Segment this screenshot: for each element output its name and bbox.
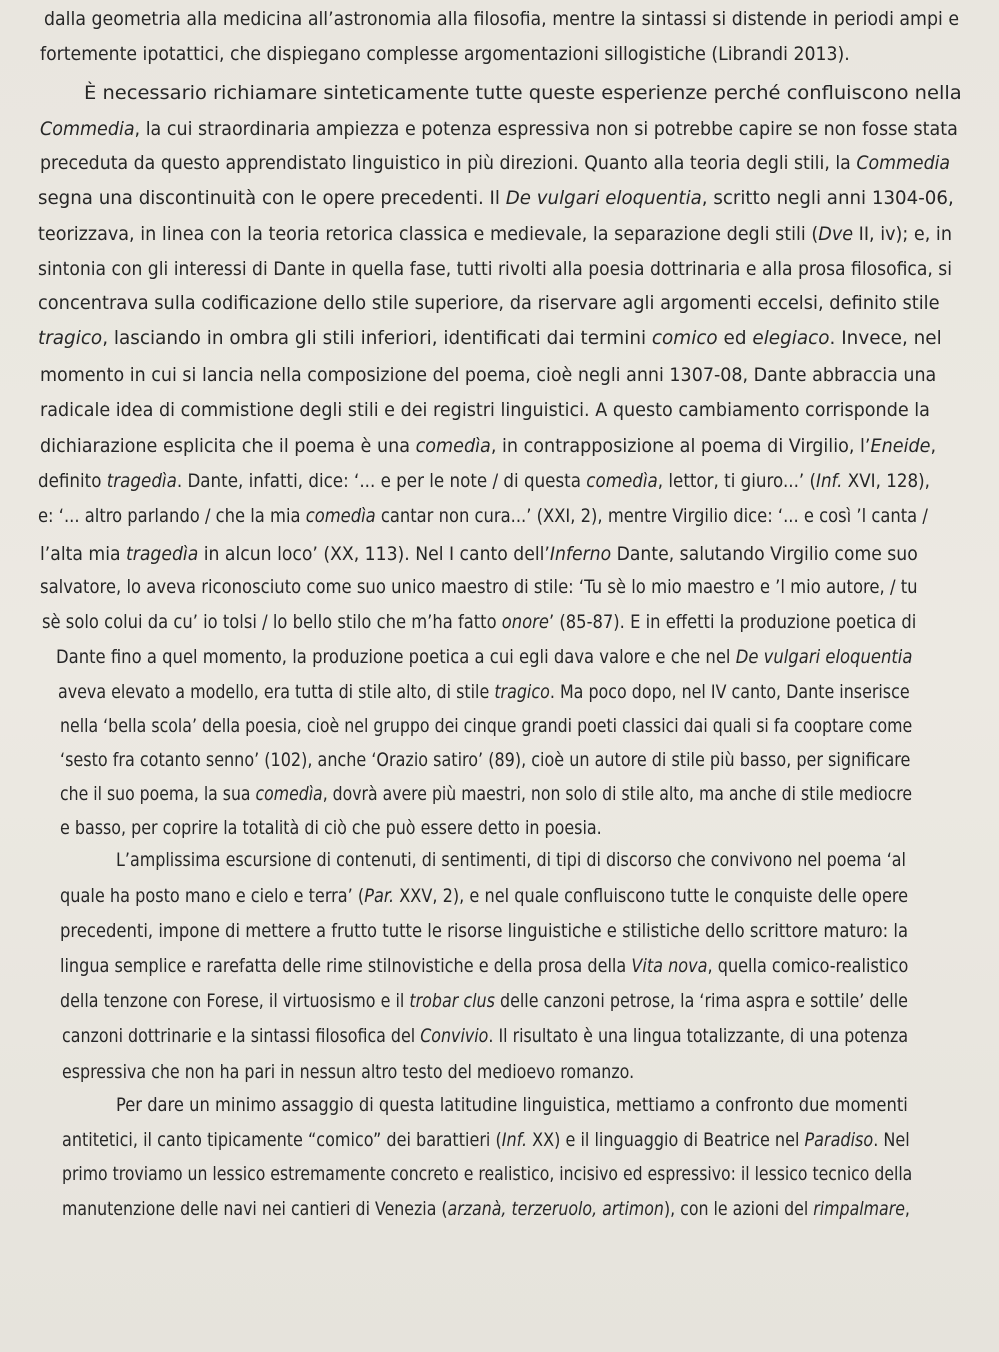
text-segment: in alcun loco’ (XX, 113). Nel I canto dell’ <box>198 543 550 565</box>
text-line <box>62 1129 910 1151</box>
text-segment: dichiarazione esplicita che il poema è una <box>40 435 416 457</box>
text-line <box>60 749 910 771</box>
text-segment: preceduta da questo apprendistato linguistico in più direzioni. Quanto alla teoria degli stili, la <box>40 152 857 174</box>
text-segment: primo troviamo un lessico estremamente concreto e realistico, incisivo ed espressivo: il lessico tecnico della <box>62 1163 913 1185</box>
text-segment: cantar non cura...’ (XXI, 2), mentre Virgilio dice: ‘... e così ’l canta / <box>375 505 928 527</box>
italic-text: De vulgari eloquentia <box>735 646 913 668</box>
text-segment: , <box>930 435 937 457</box>
text-segment: , quella comico-realistico <box>707 955 909 977</box>
text-segment: Dante, salutando Virgilio come suo <box>611 543 918 565</box>
text-segment: canzoni dottrinarie e la sintassi filosofica del <box>62 1025 421 1047</box>
text-segment: ), con le azioni del <box>663 1198 814 1220</box>
text-line <box>38 223 952 245</box>
italic-text: Inf. <box>816 470 843 492</box>
text-line <box>38 470 930 492</box>
text-line <box>60 715 912 737</box>
text-segment: , la cui straordinaria ampiezza e potenza espressiva non si potrebbe capire se non fosse stata <box>134 118 958 140</box>
italic-text: Inf. <box>501 1129 528 1151</box>
text-segment: . Il risultato è una lingua totalizzante, di una potenza <box>488 1025 909 1047</box>
text-segment: L’amplissima escursione di contenuti, di sentimenti, di tipi di discorso che convivono nel poema ‘al <box>116 849 906 871</box>
text-segment: quale ha posto mano e cielo e terra’ ( <box>60 885 365 907</box>
text-segment: radicale idea di commistione degli stili e dei registri linguistici. A questo cambiamento corrisponde la <box>40 399 930 421</box>
text-line <box>38 187 954 209</box>
italic-text: comedìa <box>305 505 376 527</box>
italic-text: Vita nova <box>631 955 708 977</box>
italic-text: trobar clus <box>409 990 495 1012</box>
text-line <box>84 82 962 104</box>
text-segment: ‘sesto fra cotanto senno’ (102), anche ‘Orazio satiro’ (89), cioè un autore di stile più basso, per significare <box>60 749 911 771</box>
text-segment: ’ (85-87). E in effetti la produzione poetica di <box>548 611 917 633</box>
text-line <box>60 990 908 1012</box>
italic-text: comedìa <box>586 470 658 492</box>
text-line <box>40 576 918 598</box>
text-segment: sintonia con gli interessi di Dante in quella fase, tutti rivolti alla poesia dottrinaria e alla prosa filosofica, si <box>38 258 953 280</box>
text-line <box>60 783 912 805</box>
text-segment: XVI, 128), <box>842 470 930 492</box>
text-line <box>62 1163 912 1185</box>
text-line <box>60 817 602 839</box>
text-segment: momento in cui si lancia nella composizione del poema, cioè negli anni 1307-08, Dante abbraccia una <box>40 364 937 386</box>
text-segment: e basso, per coprire la totalità di ciò che può essere detto in poesia. <box>60 817 602 839</box>
text-segment: definito <box>38 470 107 492</box>
text-line <box>40 435 936 457</box>
text-segment: È necessario richiamare sinteticamente tutte queste esperienze perché confluiscono nella <box>84 82 962 104</box>
text-segment: lingua semplice e rarefatta delle rime stilnovistiche e della prosa della <box>60 955 632 977</box>
text-segment: manutenzione delle navi nei cantieri di Venezia ( <box>62 1198 448 1220</box>
text-segment: Dante fino a quel momento, la produzione poetica a cui egli dava valore e che nel <box>56 646 736 668</box>
text-segment: che il suo poema, la sua <box>60 783 256 805</box>
italic-text: tragedìa <box>106 470 177 492</box>
text-segment: precedenti, impone di mettere a frutto tutte le risorse linguistiche e stilistiche dello scrittore maturo: la <box>60 920 908 942</box>
italic-text: comedìa <box>415 435 491 457</box>
text-segment: , lasciando in ombra gli stili inferiori, identificati dai termini <box>102 327 652 349</box>
text-line <box>44 8 959 30</box>
text-segment: aveva elevato a modello, era tutta di stile alto, di stile <box>58 681 495 703</box>
text-segment: fortemente ipotattici, che dispiegano complesse argomentazioni sillogistiche (Librandi 2013). <box>40 43 850 65</box>
text-line <box>60 920 908 942</box>
text-line <box>60 955 908 977</box>
italic-text: comedìa <box>255 783 323 805</box>
italic-text: Paradiso <box>804 1129 874 1151</box>
text-line <box>38 327 942 349</box>
text-segment: dalla geometria alla medicina all’astronomia alla filosofia, mentre la sintassi si distende in periodi ampi e <box>44 8 960 30</box>
text-line <box>40 543 918 565</box>
text-segment: ed <box>717 327 753 349</box>
text-segment: espressiva che non ha pari in nessun altro testo del medioevo romanzo. <box>62 1061 635 1083</box>
text-segment: . Nel <box>873 1129 910 1151</box>
text-line <box>60 885 908 907</box>
text-segment: teorizzava, in linea con la teoria retorica classica e medievale, la separazione degli stili ( <box>38 223 819 245</box>
text-line <box>40 43 850 65</box>
text-segment: XX) e il linguaggio di Beatrice nel <box>527 1129 805 1151</box>
italic-text: comico <box>651 327 718 349</box>
text-line <box>62 1061 634 1083</box>
text-segment: XXV, 2), e nel quale confluiscono tutte le conquiste delle opere <box>394 885 909 907</box>
text-line <box>38 505 928 527</box>
text-segment: II, iv); e, in <box>853 223 952 245</box>
text-segment: antitetici, il canto tipicamente “comico” dei barattieri ( <box>62 1129 502 1151</box>
italic-text: Eneide <box>870 435 931 457</box>
text-line <box>116 849 906 871</box>
text-line <box>40 118 958 140</box>
italic-text: rimpalmare <box>813 1198 905 1220</box>
italic-text: arzanà, terzeruolo, artimon <box>447 1198 664 1220</box>
text-segment: . Ma poco dopo, nel IV canto, Dante inserisce <box>549 681 910 703</box>
text-segment: l’alta mia <box>40 543 127 565</box>
text-segment: , <box>904 1198 910 1220</box>
text-line <box>40 399 930 421</box>
text-segment: sè solo colui da cu’ io tolsi / lo bello stilo che m’ha fatto <box>42 611 502 633</box>
italic-text: Par. <box>364 885 395 907</box>
italic-text: De vulgari eloquentia <box>505 187 702 209</box>
text-segment: segna una discontinuità con le opere precedenti. Il <box>38 187 506 209</box>
text-segment: Per dare un minimo assaggio di questa latitudine linguistica, mettiamo a confronto due momenti <box>116 1094 908 1116</box>
text-segment: . Invece, nel <box>829 327 942 349</box>
text-line <box>38 292 940 314</box>
text-segment: delle canzoni petrose, la ‘rima aspra e sottile’ delle <box>494 990 908 1012</box>
text-segment: , lettor, ti giuro...’ ( <box>657 470 817 492</box>
text-segment: . Dante, infatti, dice: ‘... e per le note / di questa <box>176 470 587 492</box>
text-line <box>62 1025 908 1047</box>
italic-text: onore <box>501 611 549 633</box>
text-segment: e: ‘... altro parlando / che la mia <box>38 505 306 527</box>
text-line <box>58 681 910 703</box>
text-segment: , in contrapposizione al poema di Virgilio, l’ <box>490 435 871 457</box>
italic-text: Dve <box>818 223 854 245</box>
text-segment: della tenzone con Forese, il virtuosismo e il <box>60 990 410 1012</box>
text-segment: , scritto negli anni 1304-06, <box>701 187 954 209</box>
text-line <box>56 646 912 668</box>
italic-text: tragedìa <box>126 543 199 565</box>
text-segment: , dovrà avere più maestri, non solo di stile alto, ma anche di stile mediocre <box>322 783 912 805</box>
italic-text: Convivio <box>420 1025 489 1047</box>
text-segment: nella ‘bella scola’ della poesia, cioè nel gruppo dei cinque grandi poeti classici dai quali si fa cooptare come <box>60 715 913 737</box>
text-line <box>40 152 950 174</box>
italic-text: Commedia <box>856 152 951 174</box>
text-segment: salvatore, lo aveva riconosciuto come suo unico maestro di stile: ‘Tu sè lo mio maestro e ’l mio autore, / tu <box>40 576 918 598</box>
italic-text: tragico <box>38 327 103 349</box>
text-line <box>42 611 916 633</box>
text-line <box>38 258 952 280</box>
italic-text: Inferno <box>549 543 612 565</box>
text-segment: concentrava sulla codificazione dello stile superiore, da riservare agli argomenti eccelsi, definito stile <box>38 292 940 314</box>
text-line <box>62 1198 910 1220</box>
italic-text: Commedia <box>40 118 135 140</box>
italic-text: elegiaco <box>752 327 830 349</box>
text-line <box>116 1094 908 1116</box>
italic-text: tragico <box>494 681 550 703</box>
text-line <box>40 364 936 386</box>
